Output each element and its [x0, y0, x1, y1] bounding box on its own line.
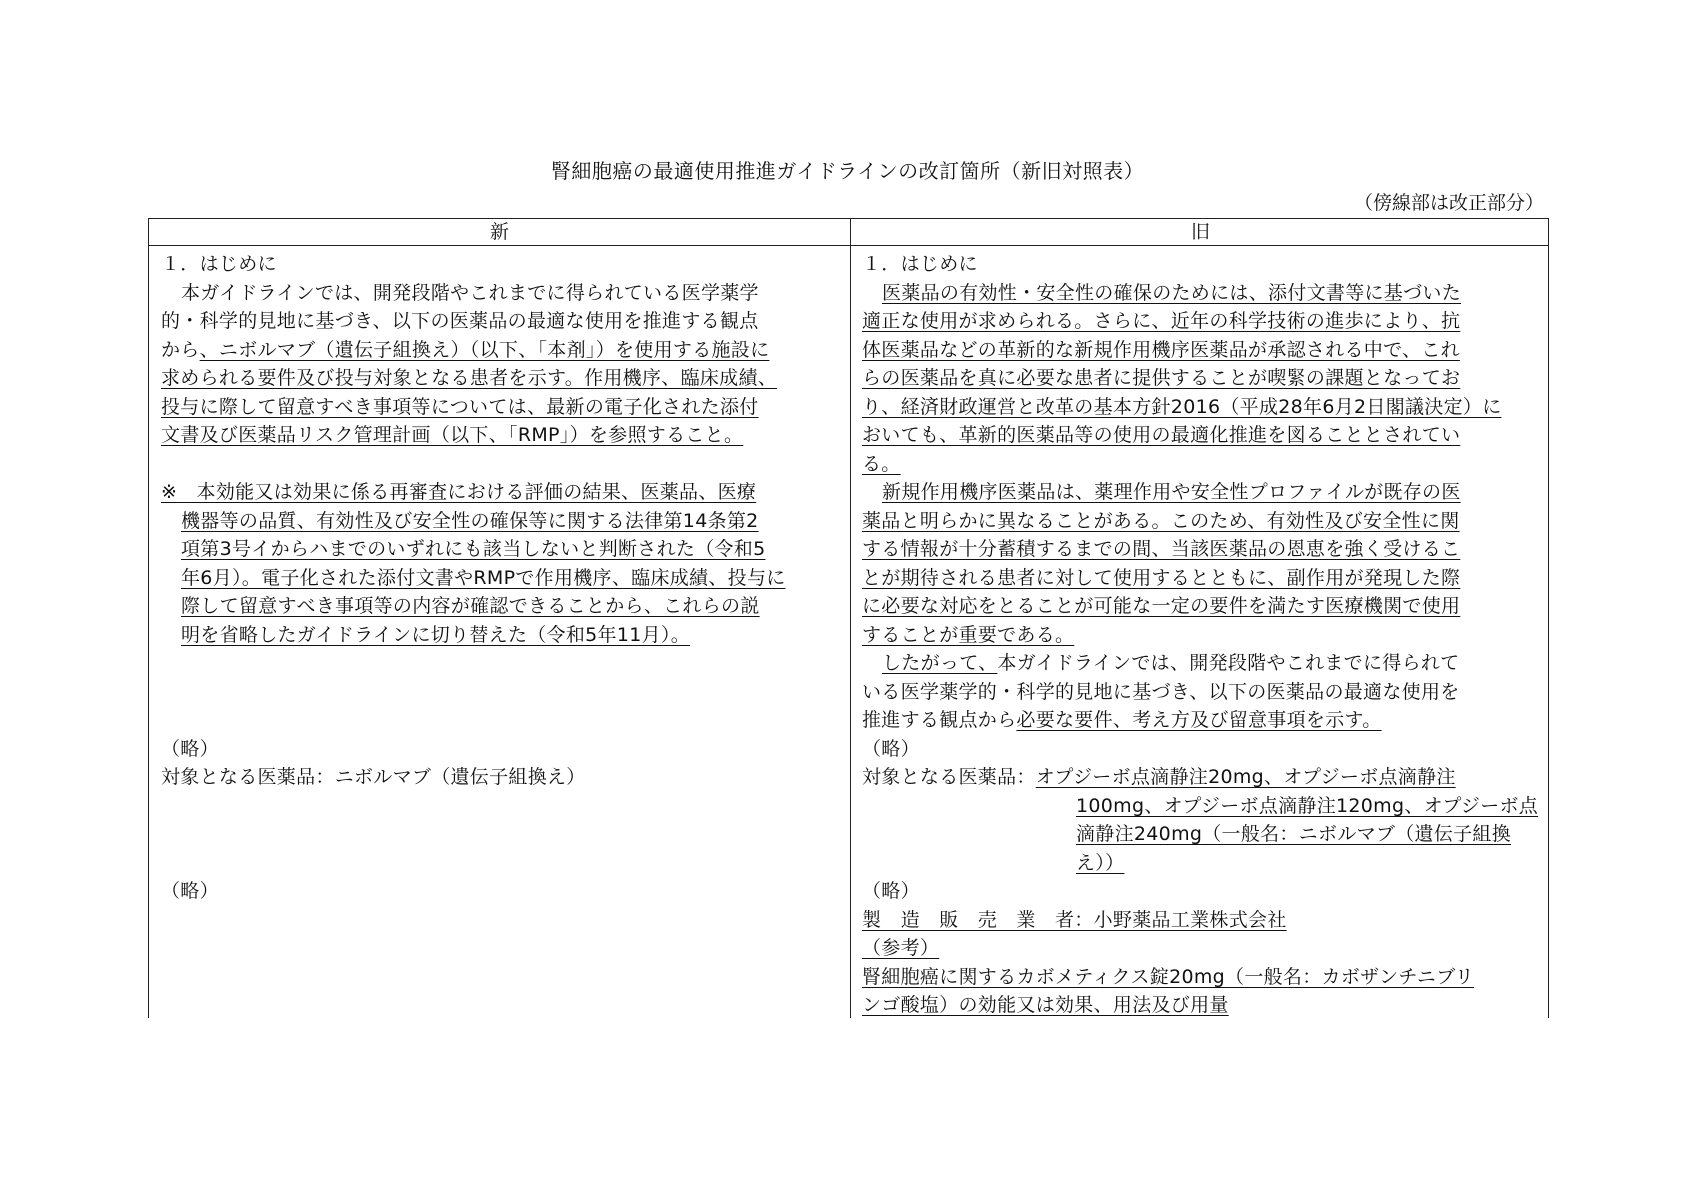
old-reference-line: 腎細胞癌に関するカボメティクス錠20mg（一般名：カボザンチニブリ: [862, 965, 1475, 988]
header-old: 旧: [1190, 221, 1210, 243]
new-note-line: 明を省略したガイドラインに切り替えた（令和5年11月）。: [181, 623, 691, 646]
old-drug-label: 対象となる医薬品：: [862, 766, 1036, 788]
old-line: いる医学薬学的・科学的見地に基づき、以下の医薬品の最適な使用を: [862, 680, 1460, 703]
new-omitted: （略）: [161, 737, 219, 760]
old-underlined-text: り、経済財政運営と改革の基本方針2016（平成28年6月2日閣議決定）に: [862, 395, 1502, 418]
new-underlined-text: 文書及び医薬品リスク管理計画（以下、「RMP」）を参照すること。: [161, 424, 744, 446]
page-title: 腎細胞癌の最適使用推進ガイドラインの改訂箇所（新旧対照表）: [550, 159, 1145, 183]
new-note-line: 機器等の品質、有効性及び安全性の確保等に関する法律第14条第2: [181, 509, 759, 532]
old-reference-line: ンゴ酸塩）の効能又は効果、用法及び用量: [862, 994, 1229, 1016]
old-underlined-text: おいても、革新的医薬品等の使用の最適化推進を図ることとされてい: [862, 424, 1461, 446]
new-heading: １．はじめに: [161, 253, 277, 275]
old-underlined-text: とが期待される患者に対して使用するとともに、副作用が発現した際: [862, 566, 1461, 589]
old-heading: １．はじめに: [862, 253, 978, 275]
old-reference-label: （参考）: [862, 937, 940, 959]
old-underlined-text: することが重要である。: [862, 623, 1075, 646]
new-underlined-text: 、ニボルマブ（遺伝子組換え）（以下、「本剤」）を使用する施設に: [199, 338, 770, 361]
new-note-line: ※ 本効能又は効果に係る再審査における評価の結果、医薬品、医療: [161, 481, 757, 503]
old-underlined-text: る。: [862, 452, 901, 475]
old-underlined-text: 100mg、オプジーボ点滴静注120mg、オプジーボ点: [1076, 794, 1539, 817]
new-note-line: 際して留意すべき事項等の内容が確認できることから、これらの説: [181, 595, 760, 617]
new-omitted: （略）: [161, 880, 219, 902]
new-line: 的・科学的見地に基づき、以下の医薬品の最適な使用を推進する観点: [161, 310, 759, 332]
new-note-line: 年6月）。電子化された添付文書やRMPで作用機序、臨床成績、投与に: [181, 566, 786, 589]
new-text: から: [161, 338, 200, 361]
old-underlined-text: したがって、: [882, 652, 998, 674]
old-underlined-text: 適正な使用が求められる。さらに、近年の科学技術の進歩により、抗: [862, 310, 1461, 332]
old-underlined-text: 薬品と明らかに異なることがある。このため、有効性及び安全性に関: [862, 509, 1460, 532]
old-manufacturer: 製 造 販 売 業 者：小野薬品工業株式会社: [862, 908, 1287, 931]
old-omitted: （略）: [862, 737, 920, 760]
old-text: 本ガイドラインでは、開発段階やこれまでに得られて: [997, 652, 1460, 674]
old-underlined-text: オプジーボ点滴静注20mg、オプジーボ点滴静注: [1035, 766, 1456, 788]
old-underlined-text: 必要な要件、考え方及び留意事項を示す。: [1016, 709, 1382, 731]
new-target-drug: 対象となる医薬品：ニボルマブ（遺伝子組換え）: [161, 766, 586, 788]
old-underlined-text: 医薬品の有効性・安全性の確保のためには、添付文書等に基づいた: [882, 281, 1462, 304]
old-underlined-text: する情報が十分蓄積するまでの間、当該医薬品の恩恵を強く受けるこ: [862, 538, 1461, 560]
new-column: [161, 250, 845, 906]
column-divider: [850, 219, 851, 1018]
new-note-line: 項第3号イからハまでのいずれにも該当しないと判断された（令和5: [181, 538, 766, 560]
old-underlined-text: え））: [1076, 851, 1125, 874]
old-underlined-text: 新規作用機序医薬品は、薬理作用や安全性プロファイルが既存の医: [882, 481, 1461, 503]
header-divider: [149, 245, 1548, 246]
comparison-table: [148, 218, 1549, 1018]
underline-note: （傍線部は改正部分）: [1353, 192, 1544, 214]
header-new: 新: [489, 221, 509, 243]
new-underlined-text: 投与に際して留意すべき事項等については、最新の電子化された添付: [161, 395, 759, 418]
old-text: 推進する観点から: [862, 709, 1017, 731]
old-underlined-text: らの医薬品を真に必要な患者に提供することが喫緊の課題となってお: [862, 367, 1461, 389]
old-underlined-text: 体医薬品などの革新的な新規作用機序医薬品が承認される中で、これ: [862, 338, 1460, 361]
old-underlined-text: に必要な対応をとることが可能な一定の要件を満たす医療機関で使用: [862, 595, 1461, 617]
new-line: 本ガイドラインでは、開発段階やこれまでに得られている医学薬学: [181, 281, 759, 304]
old-column: [862, 250, 1546, 1020]
old-omitted: （略）: [862, 880, 920, 902]
old-underlined-text: 滴静注240mg（一般名：ニボルマブ（遺伝子組換: [1076, 823, 1512, 845]
new-underlined-text: 求められる要件及び投与対象となる患者を示す。作用機序、臨床成績、: [161, 367, 778, 389]
new-line: [161, 336, 845, 365]
